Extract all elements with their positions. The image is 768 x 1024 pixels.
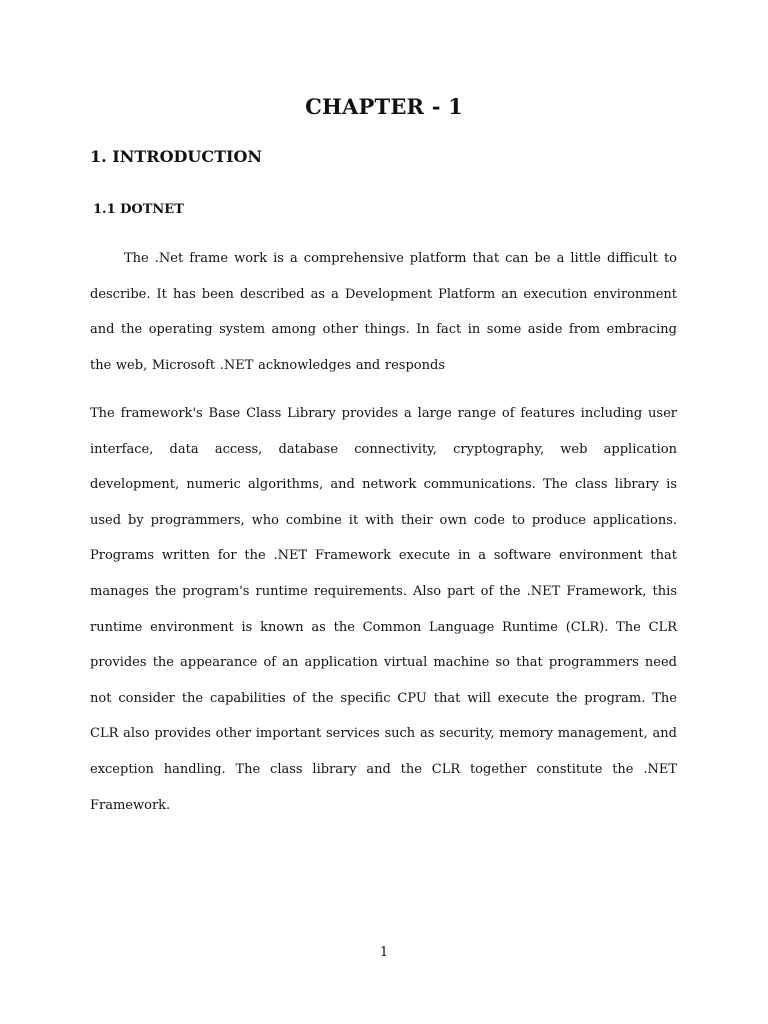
- body-paragraph-2: The framework's Base Class Library provides a large range of features including user interface, data access, database connectivity, cryptography, web application development, numeric algorithms, and network communications. The class library is used by programmers, who combine it with their own code to produce applications. Programs written for the .NET Framework execute in a software environment that manages the program's runtime requirements. Also part of the .NET Framework, this runtime environment is known as the Common Language Runtime (CLR). The CLR provides the appearance of an application virtual machine so that programmers need not consider the capabilities of the specific CPU that will execute the program. The CLR also provides other important services such as security, memory management, and exception handling. The class library and the CLR together constitute the .NET Framework.: [90, 406, 677, 813]
- chapter-title: CHAPTER - 1: [305, 94, 463, 119]
- section-heading-introduction: 1. INTRODUCTION: [90, 147, 263, 166]
- body-paragraph-1: The .Net frame work is a comprehensive platform that can be a little difficult to describe. It has been described as a Development Platform an execution environment and the operating system among other things. In fact in some aside from embracing the web, Microsoft .NET acknowledges and responds: [90, 251, 677, 373]
- page-number: 1: [379, 945, 389, 960]
- subsection-heading-dotnet: 1.1 DOTNET: [93, 202, 184, 217]
